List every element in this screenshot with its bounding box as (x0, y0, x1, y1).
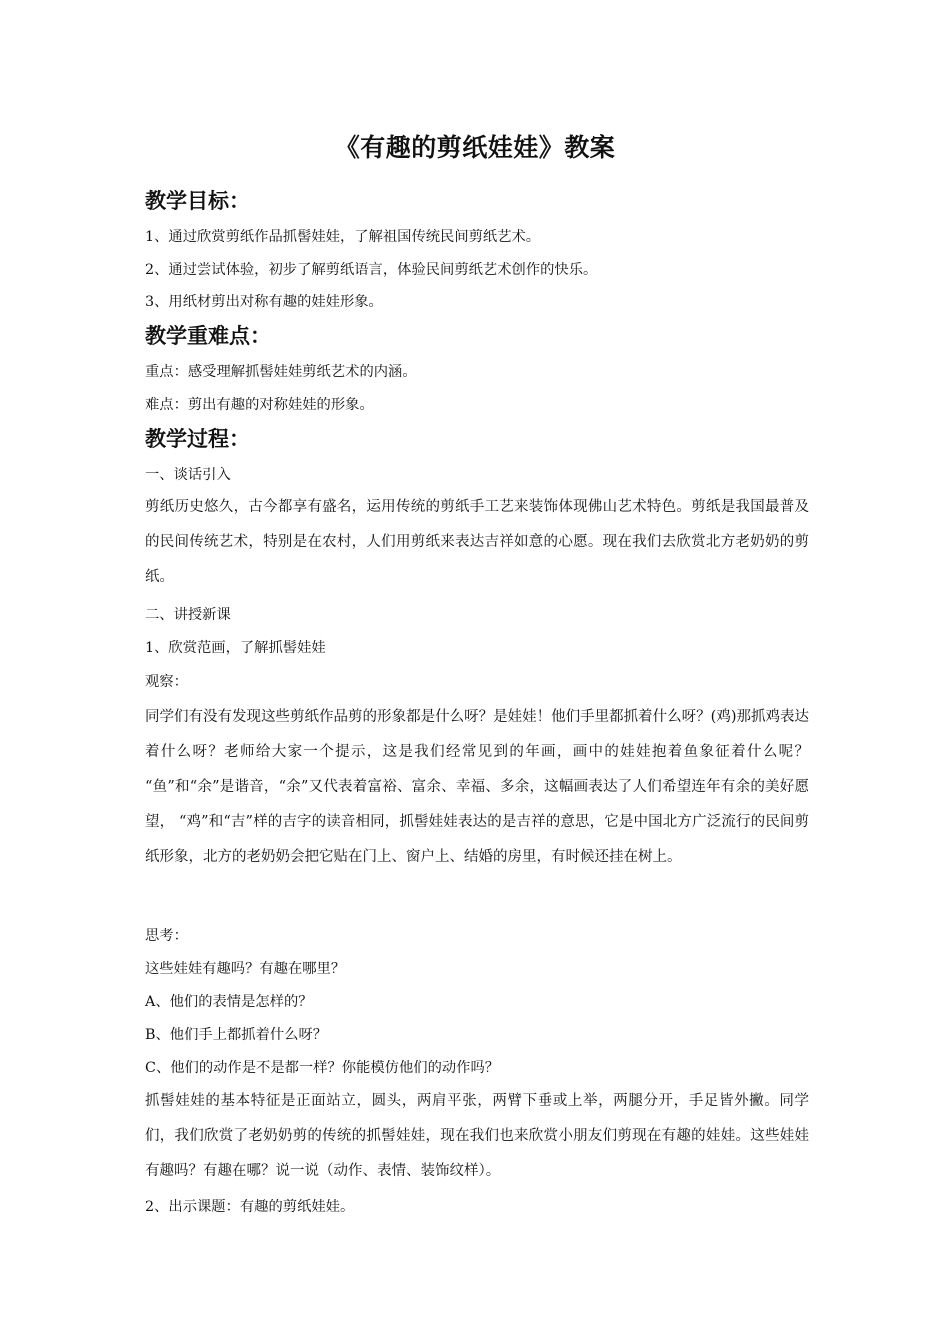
objective-item-1: 1、通过欣赏剪纸作品抓髻娃娃，了解祖国传统民间剪纸艺术。 (145, 229, 541, 245)
heading-process: 教学过程： (145, 427, 250, 451)
document-title: 《有趣的剪纸娃娃》教案 (334, 133, 616, 162)
part-intro-heading: 一、谈话引入 (145, 467, 231, 483)
objective-item-3: 3、用纸材剪出对称有趣的娃娃形象。 (145, 294, 383, 310)
question-c: C、他们的动作是不是都一样？你能模仿他们的动作吗？ (145, 1060, 500, 1076)
features-paragraph: 抓髻娃娃的基本特征是正面站立，圆头，两肩平张，两臂下垂或上举，两腿分开，手足皆外撇。同学们，我们欣赏了老奶奶剪的传统的抓髻娃娃，现在我们也来欣赏小朋友们剪现在有趣的娃娃。这些娃娃有趣吗？有趣在哪？说一说（动作、表情、装饰纹样）。 (145, 1093, 809, 1179)
think-label: 思考： (145, 928, 188, 944)
heading-key-points: 教学重难点： (145, 324, 271, 348)
part-new-lesson-heading: 二、讲授新课 (145, 607, 231, 623)
question-b: B、他们手上都抓着什么呀？ (145, 1027, 328, 1043)
step-2-heading: 2、出示课题：有趣的剪纸娃娃。 (145, 1199, 355, 1215)
observe-label: 观察： (145, 674, 188, 690)
difficult-point: 难点：剪出有趣的对称娃娃的形象。 (145, 397, 374, 413)
observe-paragraph: 同学们有没有发现这些剪纸作品剪的形象都是什么呀？是娃娃！他们手里都抓着什么呀？(鸡)那抓鸡表达着什么呀？老师给大家一个提示，这是我们经常见到的年画，画中的娃娃抱着鱼象征着什么呢？ “鱼”和“余”是谐音，“余”又代表着富裕、富余、幸福、多余，这幅画表达了人们希望连年有余的美好愿望， “鸡”和“吉”样的吉字的读音相同，抓髻娃娃表达的是吉祥的意思，它是中国北方广泛流行的民间剪纸形象，北方的老奶奶会把它贴在门上、窗户上、结婚的房里，有时候还挂在树上。 (145, 709, 809, 865)
heading-objectives: 教学目标： (145, 189, 250, 213)
step-1-heading: 1、欣赏范画，了解抓髻娃娃 (145, 640, 326, 656)
question-a: A、他们的表情是怎样的？ (145, 994, 313, 1010)
objective-item-2: 2、通过尝试体验，初步了解剪纸语言，体验民间剪纸艺术创作的快乐。 (145, 262, 598, 278)
question-main: 这些娃娃有趣吗？有趣在哪里？ (145, 961, 346, 977)
key-point: 重点：感受理解抓髻娃娃剪纸艺术的内涵。 (145, 364, 417, 380)
intro-paragraph: 剪纸历史悠久，古今都享有盛名，运用传统的剪纸手工艺来装饰体现佛山艺术特色。剪纸是我国最普及的民间传统艺术，特别是在农村，人们用剪纸来表达吉祥如意的心愿。现在我们去欣赏北方老奶奶的剪纸。 (145, 499, 809, 585)
